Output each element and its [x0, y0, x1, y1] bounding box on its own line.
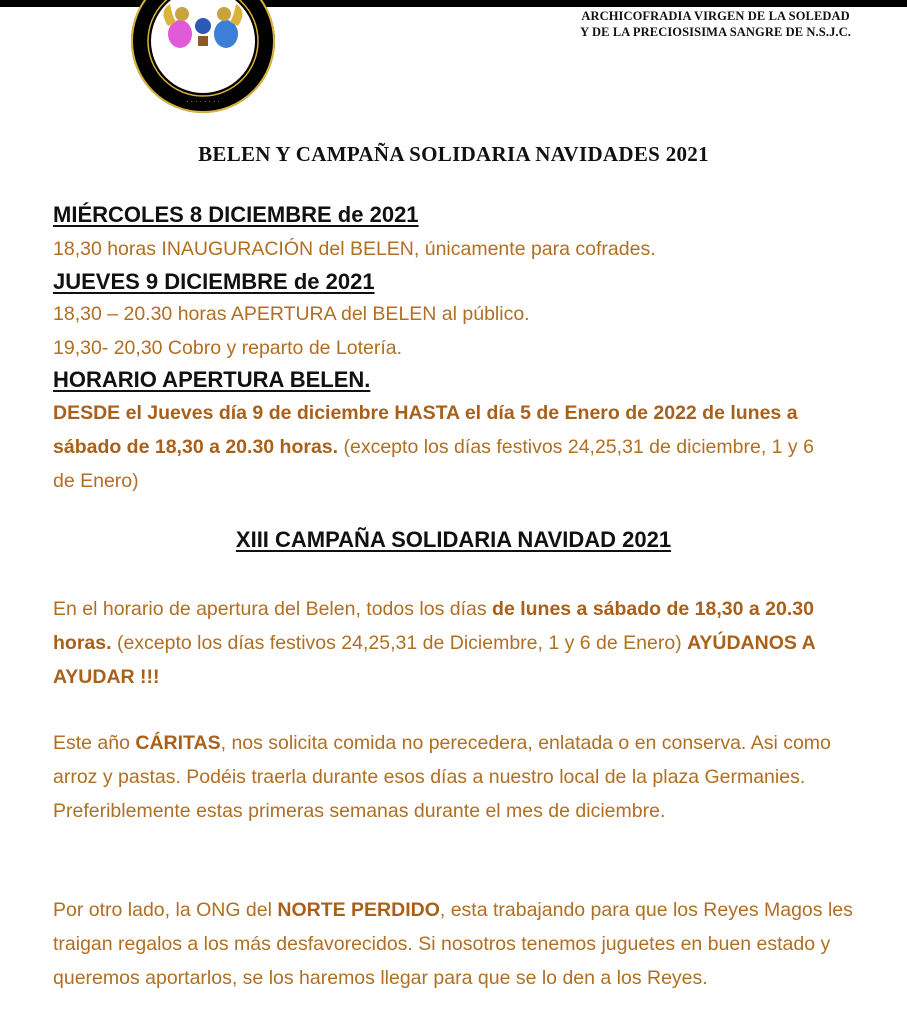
campaign-paragraph-3	[53, 893, 853, 995]
svg-text:· · · · · · · ·: · · · · · · · ·	[186, 98, 220, 106]
p3-text-2: , esta trabajando para que los Reyes Magos les traigan regalos a los más desfavorecidos. Si nosotros tenemos juguetes en buen estado y queremos aportarlos, se los haremos llegar para que se lo den a los Reyes.	[53, 899, 853, 989]
p1-text-2: (excepto los días festivos 24,25,31 de Diciembre, 1 y 6 de Enero)	[111, 632, 688, 654]
p3-text-1: Por otro lado, la ONG del	[53, 899, 278, 921]
p2-text-2: , nos solicita comida no perecedera, enlatada o en conserva. Asi como arroz y pastas. Podéis traerla durante esos días a nuestro local de la plaza Germanies. Preferiblemente estas primeras semanas durante el mes de diciembre.	[53, 732, 831, 822]
day1-line-1: 18,30 horas INAUGURACIÓN del BELEN, únicamente para cofrades.	[53, 238, 656, 260]
p2-text-1: Este año	[53, 732, 136, 754]
day1-heading: MIÉRCOLES 8 DICIEMBRE de 2021	[53, 202, 419, 227]
p3-bold-1: NORTE PERDIDO	[277, 899, 440, 921]
hours-text: (excepto los días festivos 24,25,31 de diciembre, 1 y 6 de Enero)	[53, 436, 814, 492]
organization-name	[580, 8, 851, 40]
page-title: BELEN Y CAMPAÑA SOLIDARIA NAVIDADES 2021	[198, 142, 709, 166]
hours-paragraph	[53, 396, 833, 498]
day2-line-2: 19,30- 20,30 Cobro y reparto de Lotería.	[53, 337, 403, 359]
hours-bold: DESDE el Jueves día 9 de diciembre HASTA el día 5 de Enero de 2022 de lunes a sábado de 18,30 a 20.30 horas.	[53, 402, 798, 458]
day2-heading: JUEVES 9 DICIEMBRE de 2021	[53, 269, 375, 294]
p1-text-1: En el horario de apertura del Belen, todos los días	[53, 598, 493, 620]
day2-line-1: 18,30 – 20.30 horas APERTURA del BELEN al público.	[53, 303, 530, 325]
org-line-1: ARCHICOFRADIA VIRGEN DE LA SOLEDAD	[581, 9, 850, 23]
campaign-paragraph-2	[53, 726, 853, 828]
p1-bold-1: de lunes a sábado de 18,30 a 20.30 horas.	[53, 598, 814, 654]
campaign-paragraph-1	[53, 592, 853, 694]
org-line-2: Y DE LA PRECIOSISIMA SANGRE DE N.S.J.C.	[580, 25, 851, 39]
confraternity-seal-icon	[128, 0, 278, 116]
hours-heading: HORARIO APERTURA BELEN.	[53, 367, 371, 392]
campaign-heading: XIII CAMPAÑA SOLIDARIA NAVIDAD 2021	[235, 527, 672, 552]
p2-bold-1: CÁRITAS	[135, 732, 221, 754]
p1-bold-2: AYÚDANOS A AYUDAR !!!	[53, 632, 815, 688]
